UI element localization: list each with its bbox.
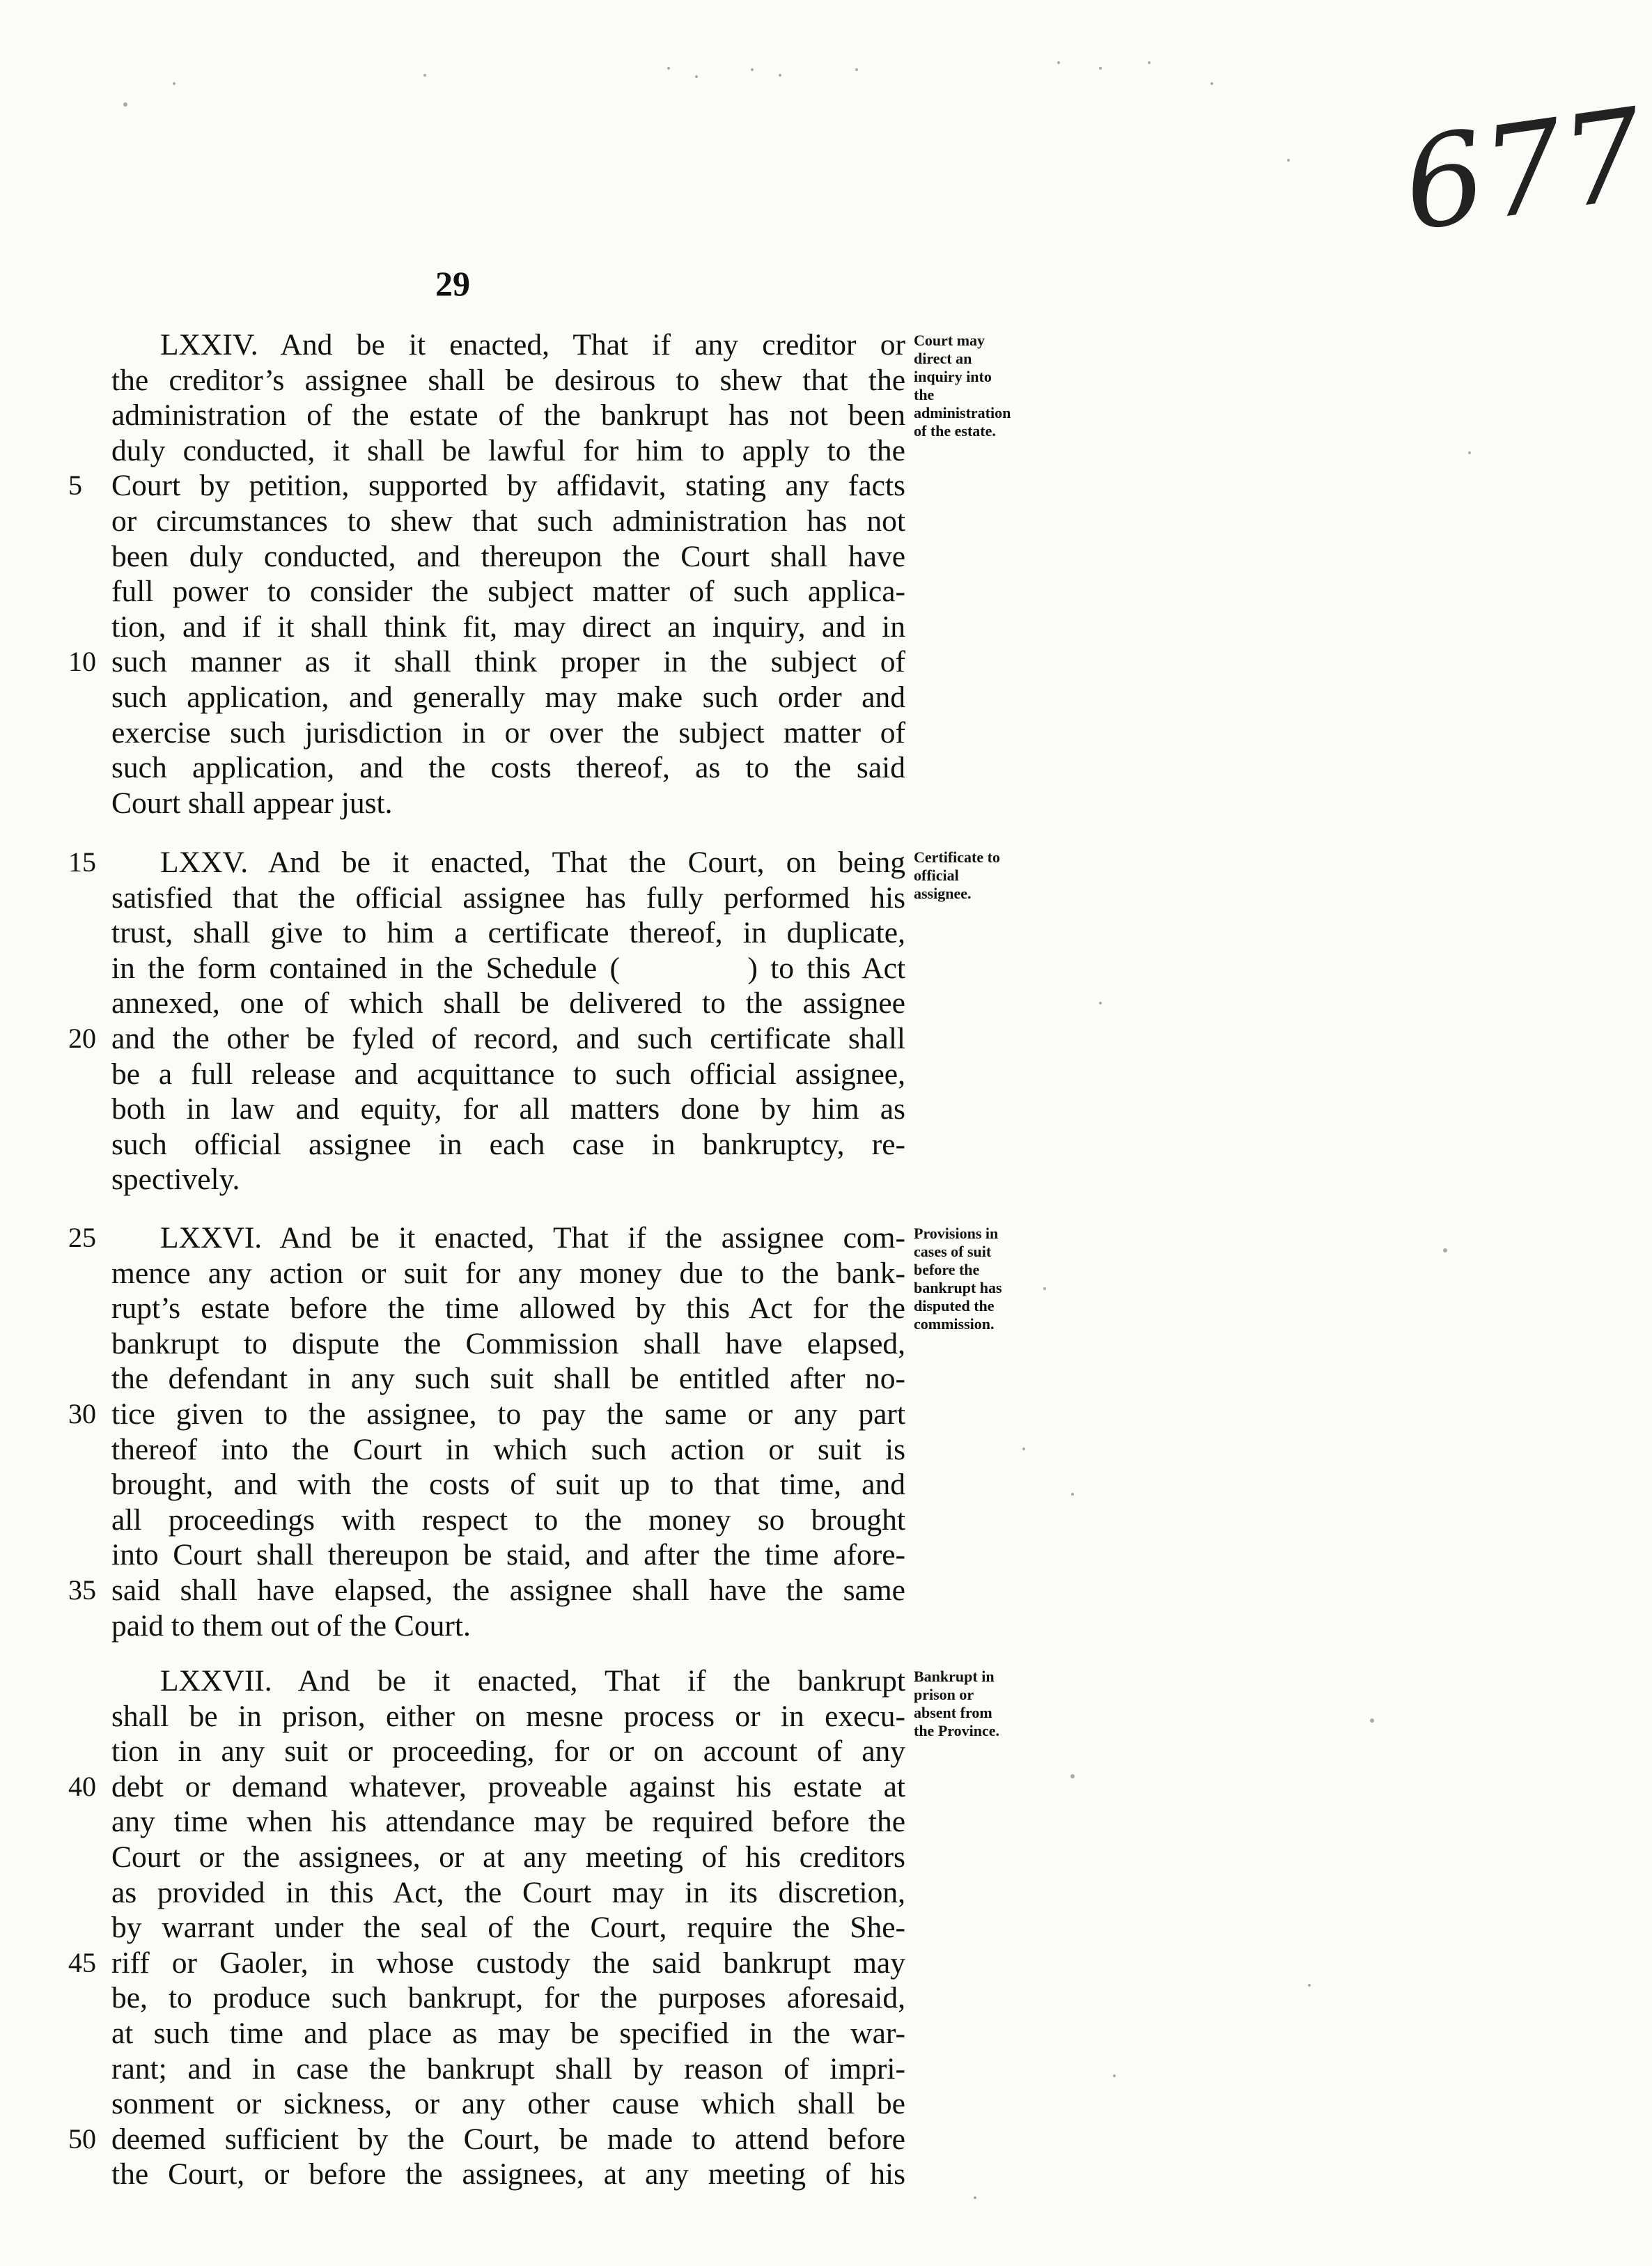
text-line: 30 tice given to the assignee, to pay the same or any part	[68, 1397, 905, 1431]
text-line: such official assignee in each case in bankruptcy, re-	[111, 1127, 905, 1161]
section-lxxiv	[68, 327, 905, 821]
text-line: the defendant in any such suit shall be entitled after no-	[111, 1362, 905, 1396]
text-line: shall be in prison, either on mesne process or in execu-	[111, 1699, 905, 1733]
text-line: tion in any suit or proceeding, for or on account of any	[111, 1735, 905, 1769]
text-line: 40 debt or demand whatever, proveable against his estate at	[68, 1769, 905, 1803]
text-line: trust, shall give to him a certificate thereof, in duplicate,	[111, 916, 905, 950]
text-line: into Court shall thereupon be staid, and after the time afore-	[111, 1538, 905, 1572]
text-line: all proceedings with respect to the money so brought	[111, 1503, 905, 1537]
text-line: satisfied that the official assignee has fully performed his	[111, 880, 905, 915]
text-line: been duly conducted, and thereupon the Court shall have	[111, 539, 905, 573]
text-line: 5 Court by petition, supported by affidavit, stating any facts	[68, 469, 905, 503]
text-line: exercise such jurisdiction in or over the subject matter of	[111, 715, 905, 750]
text-line: or circumstances to shew that such administration has not	[111, 504, 905, 538]
text-line: 10 such manner as it shall think proper in the subject of	[68, 645, 905, 679]
text-line: administration of the estate of the bankrupt has not been	[111, 398, 905, 433]
text-line: annexed, one of which shall be delivered to the assignee	[111, 986, 905, 1021]
text-line: at such time and place as may be specified in the war-	[111, 2016, 905, 2050]
text-line: the Court, or before the assignees, at any meeting of his	[111, 2157, 905, 2191]
section-lxxvii	[68, 1663, 905, 2192]
text-line: full power to consider the subject matter of such applica-	[111, 575, 905, 609]
text-line: 20 and the other be fyled of record, and such certificate shall	[68, 1021, 905, 1055]
text-line: in the form contained in the Schedule ( ) to this Act	[111, 951, 905, 985]
text-line: rant; and in case the bankrupt shall by reason of impri-	[111, 2051, 905, 2086]
text-line: LXXVII. And be it enacted, That if the bankrupt	[160, 1664, 905, 1698]
margin-note-lxxv: Certificate to official assignee.	[914, 848, 1000, 902]
text-line: sonment or sickness, or any other cause which shall be	[111, 2087, 905, 2121]
text-line: 45 riff or Gaoler, in whose custody the said bankrupt may	[68, 1946, 905, 1980]
text-line: 50 deemed sufficient by the Court, be made to attend before	[68, 2122, 905, 2156]
text-line: any time when his attendance may be required before the	[111, 1805, 905, 1839]
text-line: LXXIV. And be it enacted, That if any creditor or	[160, 328, 905, 362]
text-line: spectively.	[111, 1163, 240, 1197]
text-line: 15 LXXV. And be it enacted, That the Court, on being	[68, 846, 905, 879]
page-number: 29	[435, 264, 470, 303]
text-line: both in law and equity, for all matters done by him as	[111, 1092, 905, 1126]
margin-note-lxxiv: Court may direct an inquiry into the administration of the estate.	[914, 332, 1011, 440]
text-line: duly conducted, it shall be lawful for him to apply to the	[111, 433, 905, 467]
text-line: the creditor’s assignee shall be desirous to shew that the	[111, 363, 905, 397]
text-line: brought, and with the costs of suit up to that time, and	[111, 1468, 905, 1502]
text-line: such application, and generally may make such order and	[111, 680, 905, 714]
text-line: rupt’s estate before the time allowed by this Act for the	[111, 1291, 905, 1326]
folio-number: 677	[1395, 82, 1652, 259]
text-line: by warrant under the seal of the Court, require the She-	[111, 1911, 905, 1945]
section-lxxvi	[68, 1220, 905, 1643]
margin-note-lxxvii: Bankrupt in prison or absent from the Province.	[914, 1668, 1000, 1739]
text-line: be a full release and acquittance to such official assignee,	[111, 1057, 905, 1091]
text-line: thereof into the Court in which such action or suit is	[111, 1432, 905, 1466]
section-lxxv	[68, 845, 905, 1197]
text-line: 25 LXXVI. And be it enacted, That if the assignee com-	[68, 1221, 905, 1255]
text-line: such application, and the costs thereof, as to the said	[111, 751, 905, 785]
margin-note-lxxvi: Provisions in cases of suit before the bankrupt has disputed the commission.	[914, 1225, 1002, 1333]
text-line: mence any action or suit for any money due to the bank-	[111, 1256, 905, 1290]
text-line: Court shall appear just.	[111, 786, 393, 820]
text-line: tion, and if it shall think fit, may direct an inquiry, and in	[111, 610, 905, 644]
text-line: Court or the assignees, or at any meeting of his creditors	[111, 1840, 905, 1874]
text-line: as provided in this Act, the Court may in its discretion,	[111, 1875, 905, 1909]
text-line: be, to produce such bankrupt, for the purposes aforesaid,	[111, 1981, 905, 2015]
text-line: 35 said shall have elapsed, the assignee shall have the same	[68, 1573, 905, 1607]
text-line: bankrupt to dispute the Commission shall have elapsed,	[111, 1326, 905, 1360]
text-line: paid to them out of the Court.	[111, 1608, 471, 1643]
